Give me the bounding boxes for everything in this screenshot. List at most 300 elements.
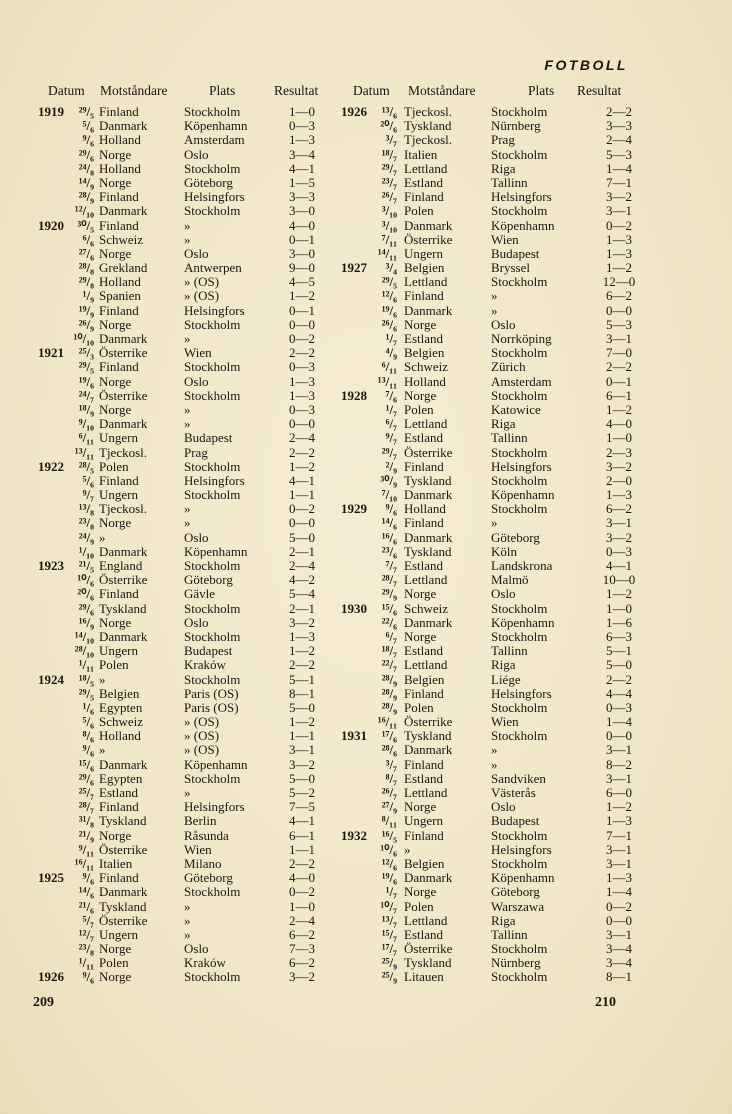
match-row: [38, 332, 332, 346]
right-column-header: [341, 83, 647, 105]
match-row: [38, 885, 332, 899]
match-place: Tallinn: [491, 926, 528, 942]
match-result: 3—4: [289, 146, 315, 162]
match-place: Warszawa: [491, 898, 545, 914]
match-date: ²⁷/₉: [381, 799, 397, 815]
match-place: Kraków: [184, 657, 226, 673]
right-results-list: [341, 105, 647, 985]
match-result: 0—3: [289, 401, 315, 417]
match-row: [38, 758, 332, 772]
match-result: 5—2: [289, 785, 315, 800]
match-date: ²⁰/₆: [380, 118, 397, 134]
match-date: ¹/₁₁: [78, 657, 94, 673]
match-row: [341, 204, 647, 218]
match-place: » (OS): [184, 742, 220, 758]
match-opponent: Norge: [99, 174, 132, 190]
match-opponent: Tyskland: [404, 118, 452, 134]
match-date: ²⁹/₈: [78, 274, 94, 290]
match-opponent: Norge: [99, 941, 132, 957]
match-place: Stockholm: [184, 770, 241, 786]
match-row: [341, 375, 647, 389]
match-opponent: Danmark: [404, 870, 453, 886]
match-date: ¹⁴/₁₁: [377, 245, 397, 261]
match-date: ¹⁸/₅: [78, 671, 94, 687]
match-row: [341, 786, 647, 800]
match-date: ²³/₇: [381, 174, 397, 190]
match-place: Köln: [491, 543, 517, 559]
match-row: [38, 219, 332, 233]
match-year: 1928: [341, 387, 367, 403]
match-opponent: Polen: [404, 898, 434, 914]
match-place: Stockholm: [184, 558, 241, 573]
match-date: ¹⁴/₁₀: [74, 628, 94, 644]
match-opponent: Finland: [99, 217, 139, 233]
match-row: [38, 247, 332, 261]
match-date: ²⁴/₈: [78, 160, 94, 176]
match-row: [341, 219, 647, 233]
match-result: 3—1: [606, 855, 632, 871]
match-result: 1—3: [606, 870, 632, 886]
match-opponent: Finland: [404, 515, 444, 531]
match-row: [38, 573, 332, 587]
header-date: Datum: [353, 83, 390, 98]
match-year: 1925: [38, 870, 64, 886]
match-date: ¹⁷/₆: [381, 728, 397, 744]
match-date: ¹⁶/₆: [381, 529, 397, 545]
match-date: ¹³/₁₁: [377, 373, 397, 389]
match-opponent: Tyskland: [404, 472, 452, 488]
match-date: ⁷/₁₁: [381, 231, 397, 247]
match-place: Wien: [184, 345, 212, 361]
match-opponent: Lettland: [404, 572, 448, 588]
match-place: Stockholm: [491, 387, 548, 403]
match-date: ²⁸/₁₀: [74, 643, 94, 659]
match-place: »: [184, 515, 191, 531]
match-row: [341, 970, 647, 984]
match-date: ²⁶/₇: [381, 189, 397, 205]
match-result: 6—3: [606, 628, 632, 644]
match-opponent: Polen: [404, 203, 434, 219]
header-result: Resultat: [274, 83, 319, 98]
match-result: 3—4: [606, 955, 632, 971]
match-place: Oslo: [491, 586, 516, 602]
match-place: Helsingfors: [184, 189, 245, 205]
match-row: [341, 417, 647, 431]
left-column-header: [38, 83, 332, 105]
match-place: Stockholm: [491, 728, 548, 744]
match-date: ⁶/₆: [82, 231, 94, 247]
match-row: [341, 502, 647, 516]
match-date: ⁷/₆: [385, 387, 397, 403]
match-date: ⁹/₆: [82, 742, 94, 758]
match-opponent: Finland: [99, 472, 139, 488]
match-date: ⁹/₁₁: [78, 841, 94, 857]
match-result: 1—1: [289, 841, 315, 857]
match-result: 6—1: [289, 827, 315, 843]
match-opponent: Egypten: [99, 770, 143, 786]
match-result: 4—1: [289, 472, 315, 488]
match-row: [38, 587, 332, 601]
match-row: [341, 488, 647, 502]
match-opponent: Finland: [99, 302, 139, 318]
match-place: »: [184, 912, 191, 928]
match-opponent: Lettland: [404, 657, 448, 673]
match-place: Prag: [491, 132, 515, 148]
match-place: Budapest: [184, 643, 233, 659]
match-opponent: Estland: [404, 558, 443, 573]
match-place: Göteborg: [184, 174, 233, 190]
match-opponent: Danmark: [99, 756, 148, 772]
match-place: Stockholm: [491, 444, 548, 460]
match-result: 3—0: [289, 203, 315, 219]
match-opponent: Estland: [404, 926, 443, 942]
match-result: 1—2: [289, 288, 315, 304]
match-row: [341, 332, 647, 346]
match-row: [341, 772, 647, 786]
match-row: [341, 928, 647, 942]
match-opponent: Norge: [99, 827, 132, 843]
match-result: 3—2: [289, 614, 315, 630]
match-place: Stockholm: [184, 458, 241, 474]
match-result: 1—4: [606, 884, 632, 900]
match-result: 1—2: [606, 260, 632, 276]
match-result: 2—2: [289, 444, 315, 460]
match-opponent: Holland: [99, 274, 141, 290]
match-result: 3—1: [606, 203, 632, 219]
match-date: ⁸/₁₁: [381, 813, 397, 829]
match-date: ¹²/₇: [78, 926, 94, 942]
match-place: Stockholm: [184, 160, 241, 176]
match-result: 4—2: [289, 572, 315, 588]
match-result: 1—0: [606, 430, 632, 446]
match-date: ²⁹/₉: [381, 586, 397, 602]
match-row: [38, 516, 332, 530]
match-date: ¹⁹/₆: [78, 373, 94, 389]
match-row: [341, 800, 647, 814]
match-place: Stockholm: [491, 146, 548, 162]
match-opponent: Belgien: [404, 855, 445, 871]
match-date: ¹⁷/₇: [381, 941, 397, 957]
match-place: Sandviken: [491, 770, 546, 786]
header-result: Resultat: [577, 83, 622, 98]
match-row: [341, 658, 647, 672]
match-row: [341, 105, 647, 119]
match-result: 0—2: [289, 331, 315, 346]
match-place: Paris (OS): [184, 699, 239, 715]
match-opponent: Schweiz: [404, 600, 449, 616]
match-opponent: Estland: [404, 643, 443, 659]
match-date: ¹³/₆: [381, 104, 397, 119]
match-opponent: Grekland: [99, 260, 148, 276]
match-place: »: [491, 742, 498, 758]
match-result: 1—0: [289, 898, 315, 914]
match-result: 0—1: [289, 302, 315, 318]
match-result: 1—2: [606, 586, 632, 602]
match-opponent: »: [99, 671, 106, 687]
match-result: 4—1: [606, 558, 632, 573]
match-year: 1929: [341, 501, 367, 517]
match-place: Kraków: [184, 955, 226, 971]
match-date: ⁹/₇: [385, 430, 397, 446]
match-row: [38, 502, 332, 516]
match-row: [38, 928, 332, 942]
match-place: Köpenhamn: [184, 543, 248, 559]
match-date: ²⁹/₅: [78, 104, 94, 119]
match-date: ¹⁵/₇: [381, 926, 397, 942]
match-opponent: Holland: [99, 132, 141, 148]
match-row: [341, 743, 647, 757]
match-opponent: Tyskland: [99, 600, 147, 616]
match-row: [38, 701, 332, 715]
match-date: ¹²/₆: [381, 288, 397, 304]
match-date: ¹/₆: [82, 699, 94, 715]
match-place: Stockholm: [491, 628, 548, 644]
match-row: [341, 715, 647, 729]
match-result: 2—1: [289, 600, 315, 616]
match-result: 2—4: [606, 132, 632, 148]
match-date: ¹⁵/₆: [78, 756, 94, 772]
match-date: ²²/₇: [381, 657, 397, 673]
match-result: 7—5: [289, 799, 315, 815]
match-row: [38, 900, 332, 914]
match-opponent: Norge: [404, 586, 437, 602]
match-result: 1—4: [606, 160, 632, 176]
match-opponent: Norge: [99, 614, 132, 630]
match-result: 1—3: [289, 373, 315, 389]
match-opponent: Tjeckosl.: [99, 444, 148, 460]
match-result: 2—4: [289, 912, 315, 928]
match-place: Stockholm: [491, 699, 548, 715]
match-result: 2—0: [606, 472, 632, 488]
match-place: Helsingfors: [491, 685, 552, 701]
match-row: [38, 105, 332, 119]
match-opponent: Ungern: [99, 430, 138, 446]
match-date: ⁷/₇: [385, 558, 397, 573]
match-opponent: Estland: [404, 174, 443, 190]
match-opponent: Norge: [99, 401, 132, 417]
match-date: ¹/₁₀: [78, 543, 94, 559]
match-place: Riga: [491, 657, 516, 673]
match-place: Helsingfors: [184, 302, 245, 318]
match-row: [341, 360, 647, 374]
match-row: [38, 360, 332, 374]
match-row: [38, 800, 332, 814]
match-row: [38, 346, 332, 360]
match-row: [38, 162, 332, 176]
match-date: ²⁷/₆: [78, 245, 94, 261]
match-place: »: [491, 515, 498, 531]
match-row: [341, 616, 647, 630]
match-place: Köpenhamn: [491, 870, 555, 886]
match-opponent: Ungern: [99, 643, 138, 659]
match-place: Milano: [184, 855, 222, 871]
match-row: [38, 843, 332, 857]
match-opponent: Norge: [99, 316, 132, 332]
match-date: ²⁶/₉: [78, 316, 94, 332]
match-place: Budapest: [491, 245, 540, 261]
right-column: [341, 83, 647, 985]
match-date: ⁶/₁₁: [381, 359, 397, 375]
match-date: ²⁶/₇: [381, 785, 397, 800]
match-row: [38, 204, 332, 218]
match-row: [38, 431, 332, 445]
match-row: [38, 658, 332, 672]
header-place: Plats: [528, 83, 555, 98]
match-row: [341, 516, 647, 530]
match-opponent: Belgien: [99, 685, 140, 701]
match-result: 3—1: [606, 742, 632, 758]
match-result: 0—3: [606, 699, 632, 715]
match-row: [341, 133, 647, 147]
match-result: 0—0: [289, 515, 315, 531]
match-opponent: Finland: [404, 756, 444, 772]
match-row: [38, 857, 332, 871]
match-date: ¹/₇: [385, 884, 397, 900]
match-opponent: Lettland: [404, 912, 448, 928]
match-date: ²⁵/₉: [381, 969, 397, 985]
match-row: [341, 573, 647, 587]
match-place: »: [491, 756, 498, 772]
match-year: 1932: [341, 827, 367, 843]
match-result: 2—3: [606, 444, 632, 460]
match-opponent: Danmark: [404, 529, 453, 545]
match-row: [341, 673, 647, 687]
match-date: ⁷/₁₀: [381, 487, 397, 503]
match-result: 5—1: [289, 671, 315, 687]
match-row: [38, 261, 332, 275]
match-opponent: Belgien: [404, 345, 445, 361]
match-row: [341, 942, 647, 956]
match-place: Köpenhamn: [491, 487, 555, 503]
match-place: Stockholm: [491, 104, 548, 119]
match-result: 3—2: [606, 458, 632, 474]
match-row: [341, 474, 647, 488]
match-place: Helsingfors: [184, 472, 245, 488]
match-year: 1926: [38, 969, 64, 985]
match-result: 1—2: [289, 714, 315, 730]
match-place: » (OS): [184, 274, 220, 290]
match-opponent: Lettland: [404, 785, 448, 800]
match-result: 7—3: [289, 941, 315, 957]
match-result: 1—3: [606, 487, 632, 503]
match-place: Stockholm: [491, 827, 548, 843]
match-place: Göteborg: [491, 884, 540, 900]
match-row: [341, 914, 647, 928]
match-place: Amsterdam: [184, 132, 245, 148]
match-date: ²⁵/₇: [78, 785, 94, 800]
match-place: Norrköping: [491, 331, 552, 346]
match-opponent: Danmark: [404, 302, 453, 318]
match-opponent: Estland: [404, 430, 443, 446]
match-result: 5—4: [289, 586, 315, 602]
match-result: 6—1: [606, 387, 632, 403]
match-opponent: Norge: [99, 969, 132, 985]
match-place: Wien: [184, 841, 212, 857]
match-year: 1920: [38, 217, 64, 233]
match-row: [341, 829, 647, 843]
match-result: 0—0: [606, 912, 632, 928]
match-opponent: Finland: [404, 827, 444, 843]
match-place: Tallinn: [491, 430, 528, 446]
match-date: ⁹/₆: [82, 870, 94, 886]
match-result: 0—0: [606, 302, 632, 318]
match-opponent: Ungern: [99, 926, 138, 942]
match-place: »: [184, 401, 191, 417]
match-opponent: Österrike: [404, 941, 453, 957]
match-place: Riga: [491, 912, 516, 928]
match-place: Råsunda: [184, 827, 229, 843]
match-opponent: Finland: [99, 799, 139, 815]
match-date: ²⁹/₆: [78, 600, 94, 616]
match-date: ⁴/₉: [385, 345, 397, 361]
match-opponent: Danmark: [404, 217, 453, 233]
match-date: ¹/₇: [385, 331, 397, 346]
match-result: 0—3: [289, 359, 315, 375]
match-place: Oslo: [184, 245, 209, 261]
match-place: Stockholm: [491, 600, 548, 616]
match-date: ³/₁₀: [381, 203, 397, 219]
match-date: ¹³/₁₁: [74, 444, 94, 460]
match-opponent: Norge: [404, 884, 437, 900]
match-date: ¹⁴/₉: [78, 174, 94, 190]
match-place: Wien: [491, 231, 519, 247]
section-title: FOTBOLL: [544, 57, 628, 73]
match-row: [341, 431, 647, 445]
match-place: Oslo: [184, 529, 209, 545]
match-result: 0—2: [606, 217, 632, 233]
match-date: ²³/₆: [381, 543, 397, 559]
match-row: [341, 545, 647, 559]
match-opponent: Holland: [404, 501, 446, 517]
match-row: [341, 587, 647, 601]
match-row: [38, 743, 332, 757]
match-date: ³⁰/₉: [380, 472, 397, 488]
match-row: [341, 531, 647, 545]
match-place: »: [184, 785, 191, 800]
match-row: [341, 687, 647, 701]
match-place: Antwerpen: [184, 260, 242, 276]
match-row: [38, 687, 332, 701]
match-date: ²⁵/₃: [78, 345, 94, 361]
match-opponent: Danmark: [404, 742, 453, 758]
match-row: [341, 148, 647, 162]
match-result: 1—3: [289, 628, 315, 644]
match-row: [341, 346, 647, 360]
match-opponent: Lettland: [404, 274, 448, 290]
match-row: [38, 559, 332, 573]
match-year: 1924: [38, 671, 64, 687]
match-date: ⁵/₆: [82, 714, 94, 730]
match-date: ³/₇: [385, 756, 397, 772]
match-result: 4—0: [289, 217, 315, 233]
match-place: Budapest: [491, 813, 540, 829]
match-result: 0—1: [289, 231, 315, 247]
match-row: [38, 673, 332, 687]
match-row: [38, 119, 332, 133]
match-year: 1931: [341, 728, 367, 744]
match-place: Helsingfors: [184, 799, 245, 815]
match-opponent: Finland: [99, 359, 139, 375]
match-result: 12—0: [602, 274, 636, 290]
match-result: 0—2: [289, 884, 315, 900]
match-opponent: Finland: [99, 189, 139, 205]
match-result: 2—2: [289, 855, 315, 871]
match-row: [341, 843, 647, 857]
match-opponent: Danmark: [404, 487, 453, 503]
match-row: [341, 900, 647, 914]
match-date: ²³/₈: [78, 515, 94, 531]
match-row: [38, 233, 332, 247]
